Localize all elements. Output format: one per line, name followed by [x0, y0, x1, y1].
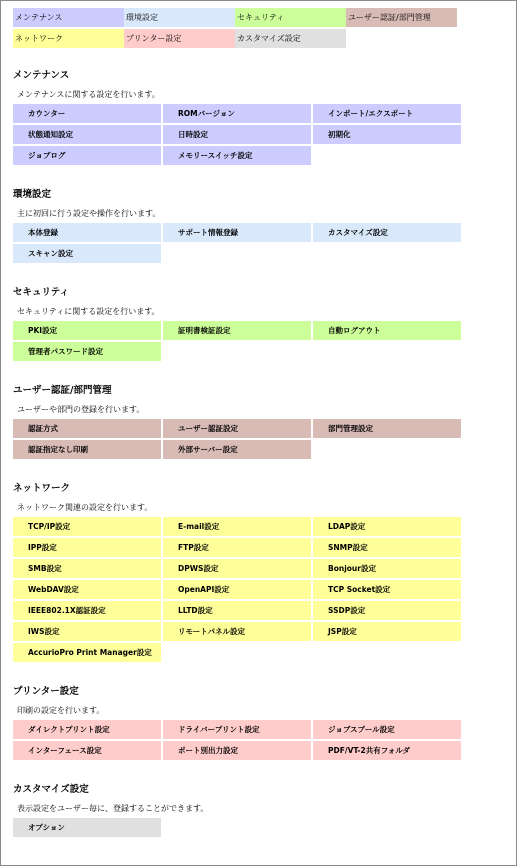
menu-item-link[interactable]: サポート情報登録 — [163, 223, 311, 242]
top-nav-row-1 — [13, 8, 457, 28]
top-navigation — [13, 8, 457, 50]
top-nav-row-2 — [13, 29, 457, 49]
menu-item-link[interactable]: E-mail設定 — [163, 517, 311, 536]
menu-item-link[interactable]: ダイレクトプリント設定 — [13, 720, 161, 739]
menu-item-link[interactable]: OpenAPI設定 — [163, 580, 311, 599]
section-menu-grid — [13, 517, 461, 662]
section-title: セキュリティ — [13, 287, 70, 298]
section-title: カスタマイズ設定 — [13, 784, 89, 795]
section-network — [13, 482, 463, 685]
top-nav-link[interactable]: メンテナンス — [13, 8, 124, 27]
menu-item-link[interactable]: LLTD設定 — [163, 601, 311, 620]
menu-item-link[interactable]: 初期化 — [313, 125, 461, 144]
section-description: 印刷の設定を行います。 — [17, 706, 105, 715]
menu-item-link[interactable]: インターフェース設定 — [13, 741, 161, 760]
menu-item-link[interactable]: LDAP設定 — [313, 517, 461, 536]
top-nav-link[interactable]: 環境設定 — [124, 8, 235, 27]
section-menu-grid — [13, 104, 461, 165]
menu-item-link[interactable]: Bonjour設定 — [313, 559, 461, 578]
menu-item-link[interactable]: IPP設定 — [13, 538, 161, 557]
menu-item-link[interactable]: DPWS設定 — [163, 559, 311, 578]
section-description: 表示設定をユーザー毎に、登録することができます。 — [17, 804, 209, 813]
menu-item-link[interactable]: SSDP設定 — [313, 601, 461, 620]
menu-item-link[interactable]: IEEE802.1X認証設定 — [13, 601, 161, 620]
section-description: セキュリティに関する設定を行います。 — [17, 307, 160, 316]
menu-item-link[interactable]: オプション — [13, 818, 161, 837]
menu-item-link[interactable]: WebDAV設定 — [13, 580, 161, 599]
settings-sections — [13, 69, 463, 837]
menu-item-link[interactable]: FTP設定 — [163, 538, 311, 557]
menu-item-link[interactable]: カスタマイズ設定 — [313, 223, 461, 242]
menu-item-link[interactable]: 認証指定なし印刷 — [13, 440, 161, 459]
menu-item-link[interactable]: SNMP設定 — [313, 538, 461, 557]
section-customize — [13, 783, 463, 837]
section-menu-grid — [13, 419, 461, 459]
menu-item-link[interactable]: IWS設定 — [13, 622, 161, 641]
menu-item-link[interactable]: ROMバージョン — [163, 104, 311, 123]
top-nav-link[interactable]: カスタマイズ設定 — [235, 29, 346, 48]
section-title: プリンター設定 — [13, 686, 79, 697]
top-nav-link[interactable]: セキュリティ — [235, 8, 346, 27]
section-maintenance — [13, 69, 463, 188]
menu-item-link[interactable]: 自動ログアウト — [313, 321, 461, 340]
section-description: メンテナンスに関する設定を行います。 — [17, 90, 160, 99]
top-nav-link[interactable]: プリンター設定 — [124, 29, 235, 48]
section-description: ユーザーや部門の登録を行います。 — [17, 405, 145, 414]
menu-item-link[interactable]: TCP/IP設定 — [13, 517, 161, 536]
menu-item-link[interactable]: 本体登録 — [13, 223, 161, 242]
section-title: ユーザー認証/部門管理 — [13, 385, 112, 396]
menu-item-link[interactable]: ジョブスプール設定 — [313, 720, 461, 739]
section-title: メンテナンス — [13, 70, 70, 81]
menu-item-link[interactable]: インポート/エクスポート — [313, 104, 461, 123]
menu-item-link[interactable]: 認証方式 — [13, 419, 161, 438]
top-nav-link[interactable]: ネットワーク — [13, 29, 124, 48]
section-description: 主に初回に行う設定や操作を行います。 — [17, 209, 161, 218]
menu-item-link[interactable]: ポート別出力設定 — [163, 741, 311, 760]
menu-item-link[interactable]: 外部サーバー設定 — [163, 440, 311, 459]
menu-item-link[interactable]: 証明書検証設定 — [163, 321, 311, 340]
menu-item-link[interactable]: TCP Socket設定 — [313, 580, 461, 599]
menu-item-link[interactable]: ジョブログ — [13, 146, 161, 165]
menu-item-link[interactable]: JSP設定 — [313, 622, 461, 641]
menu-item-link[interactable]: カウンター — [13, 104, 161, 123]
menu-item-link[interactable]: 日時設定 — [163, 125, 311, 144]
menu-item-link[interactable]: スキャン設定 — [13, 244, 161, 263]
section-printer — [13, 685, 463, 783]
section-security — [13, 286, 463, 384]
menu-item-link[interactable]: リモートパネル設定 — [163, 622, 311, 641]
menu-item-link[interactable]: AccurioPro Print Manager設定 — [13, 643, 161, 662]
section-menu-grid — [13, 321, 461, 361]
section-description: ネットワーク関連の設定を行います。 — [17, 503, 153, 512]
menu-item-link[interactable]: 部門管理設定 — [313, 419, 461, 438]
menu-item-link[interactable]: 管理者パスワード設定 — [13, 342, 161, 361]
menu-item-link[interactable]: PKI設定 — [13, 321, 161, 340]
section-user-auth — [13, 384, 463, 482]
menu-item-link[interactable]: ドライバープリント設定 — [163, 720, 311, 739]
section-menu-grid — [13, 223, 461, 263]
menu-item-link[interactable]: ユーザー認証設定 — [163, 419, 311, 438]
menu-item-link[interactable]: PDF/VT-2共有フォルダ — [313, 741, 461, 760]
menu-item-link[interactable]: メモリースイッチ設定 — [163, 146, 311, 165]
section-environment — [13, 188, 463, 286]
menu-item-link[interactable]: 状態通知設定 — [13, 125, 161, 144]
top-nav-link[interactable]: ユーザー認証/部門管理 — [346, 8, 457, 27]
menu-item-link[interactable]: SMB設定 — [13, 559, 161, 578]
section-title: 環境設定 — [13, 189, 52, 200]
section-menu-grid — [13, 720, 461, 760]
section-title: ネットワーク — [13, 483, 71, 494]
section-menu-grid — [13, 818, 461, 837]
